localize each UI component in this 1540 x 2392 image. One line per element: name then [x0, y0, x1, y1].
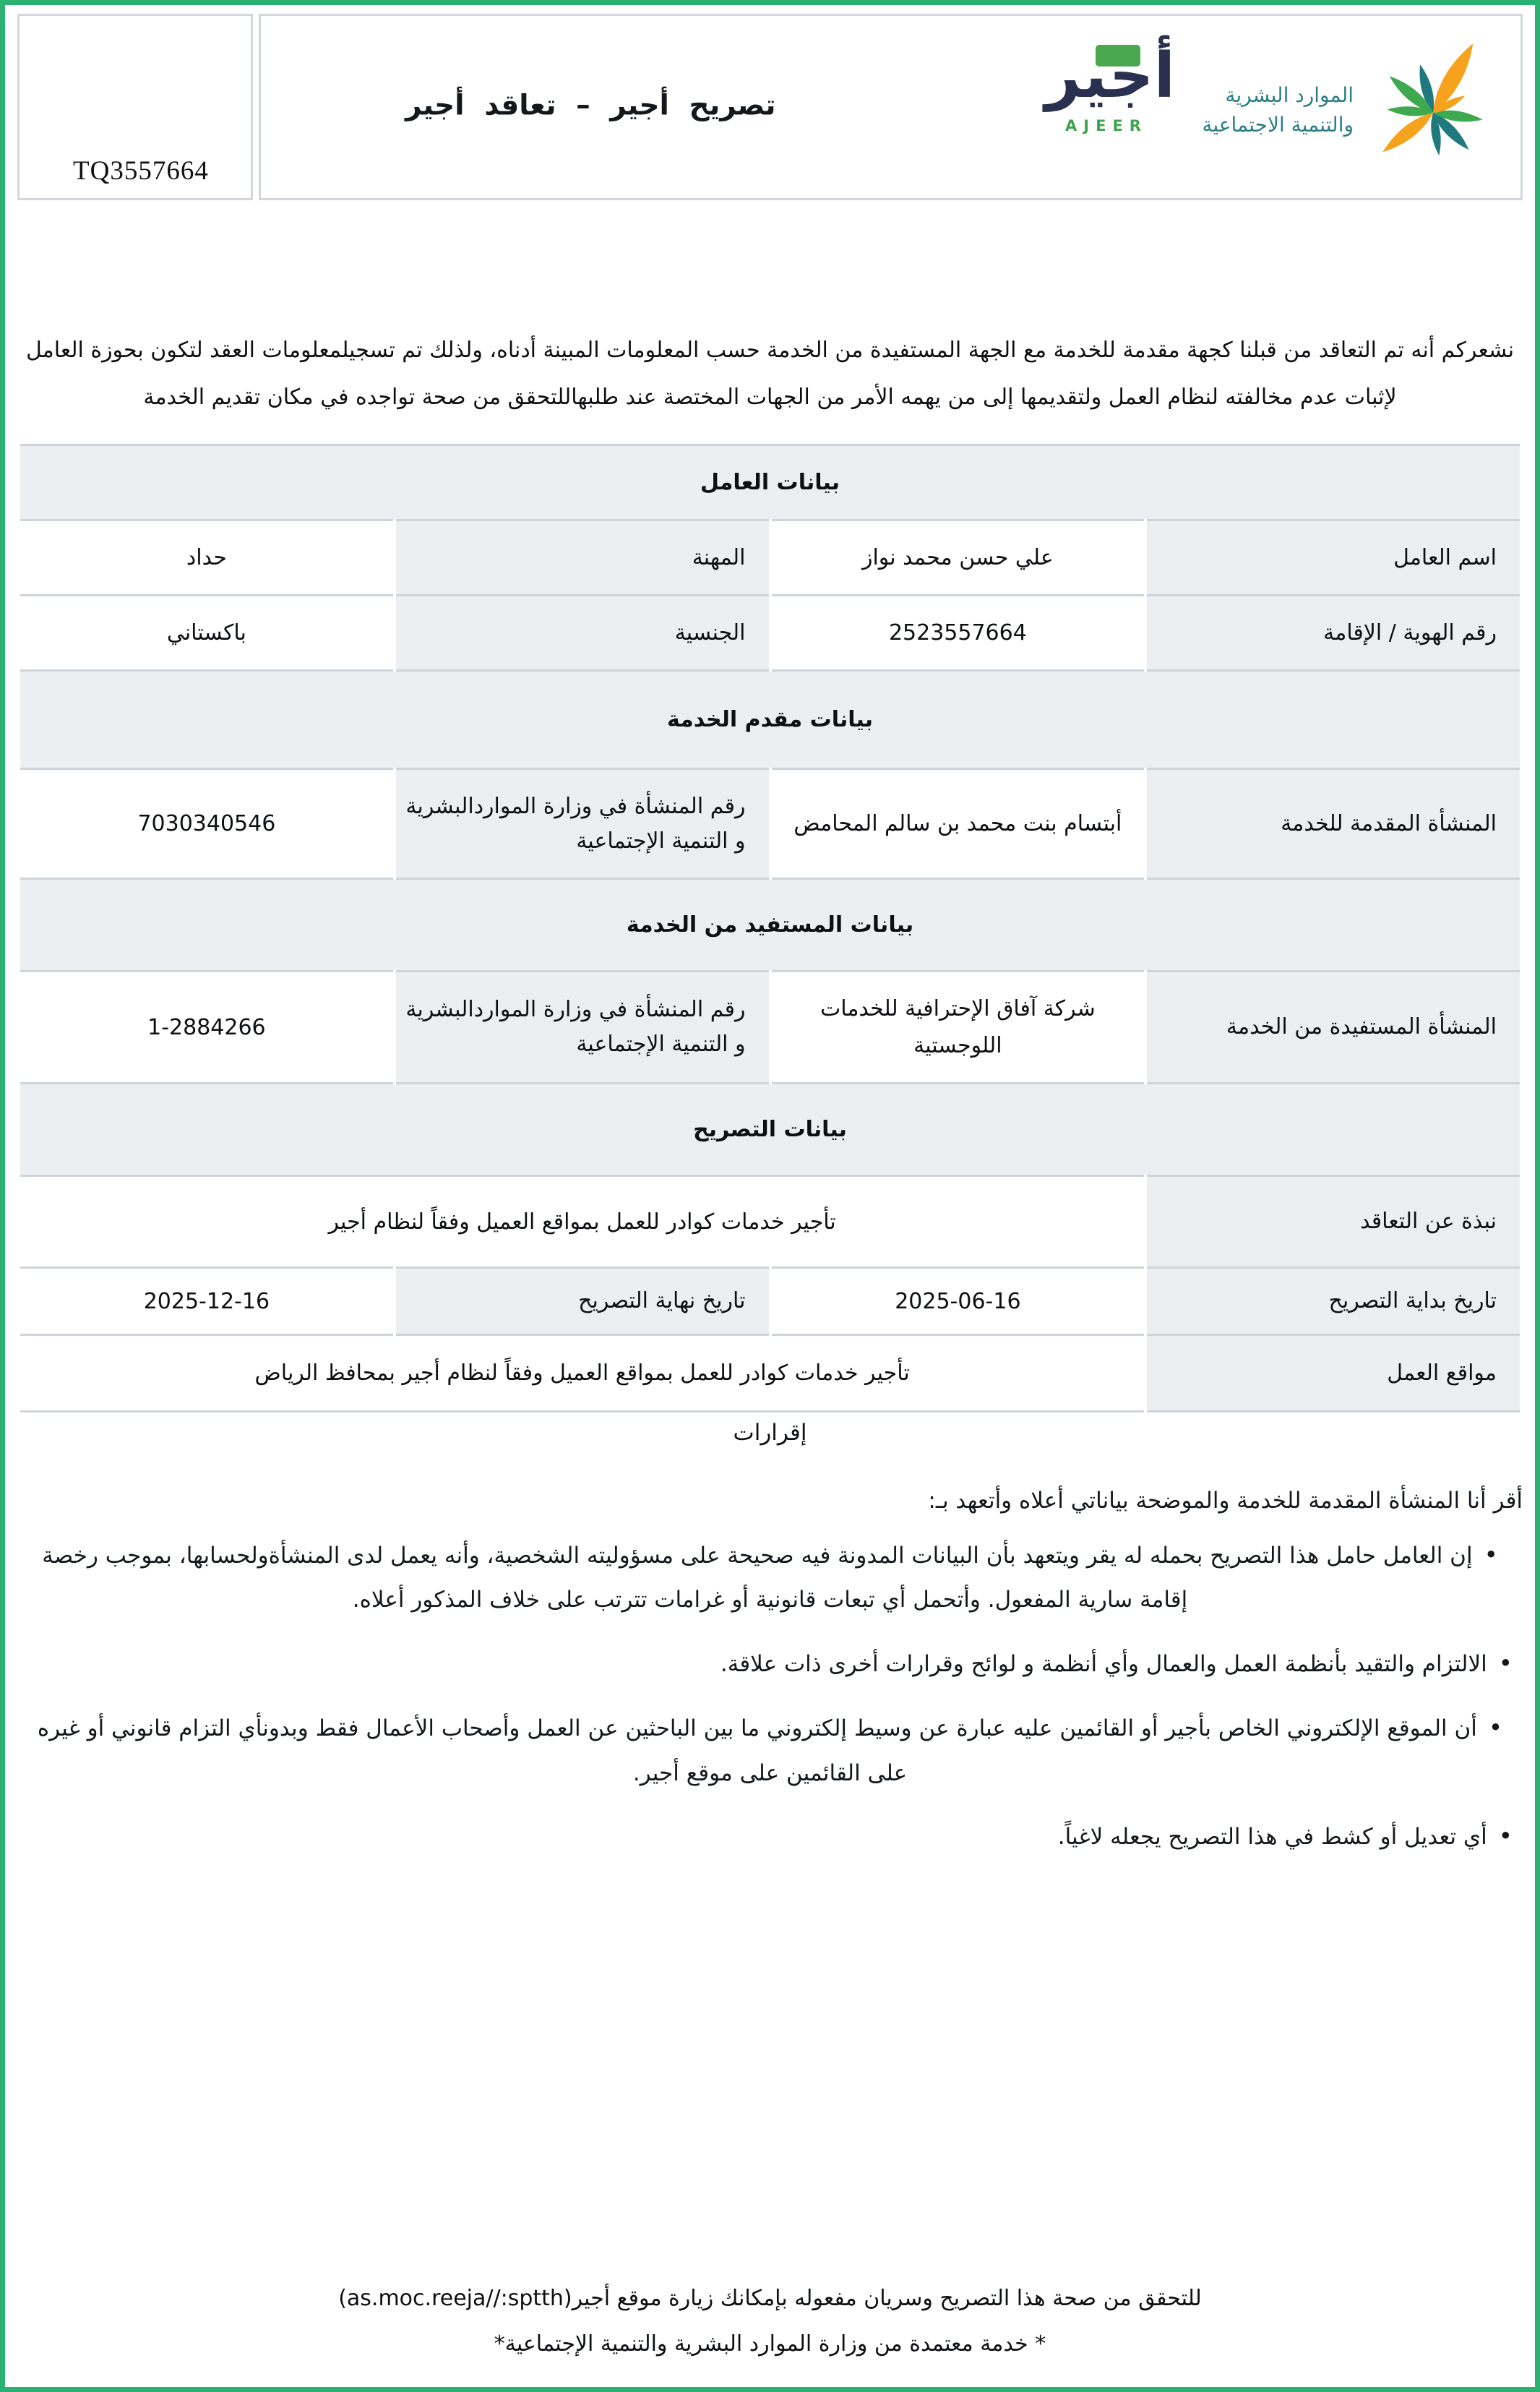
permit-data-table: [17, 444, 1523, 1413]
permit-end-date-value: 2025-12-16: [19, 1268, 395, 1335]
ajeer-logo-arabic: [1045, 38, 1175, 116]
ministry-name-line1: الموارد البشرية: [1225, 83, 1354, 107]
ministry-logo-text: [1202, 81, 1354, 140]
table-row: [19, 972, 1521, 1084]
footer: [5, 2286, 1535, 2357]
provider-establishment-value: أبتسام بنت محمد بن سالم المحامض: [770, 769, 1146, 879]
table-row: [19, 520, 1521, 596]
permit-start-date-value: 2025-06-16: [770, 1268, 1146, 1335]
work-locations-label: مواقع العمل: [1145, 1335, 1521, 1412]
title-box: [259, 14, 1523, 200]
profession-label: المهنة: [395, 520, 770, 596]
beneficiary-establishment-label: المنشأة المستفيدة من الخدمة: [1145, 972, 1521, 1084]
ministry-logo: [1202, 36, 1511, 181]
beneficiary-establishment-value: شركة آفاق الإحترافية للخدمات اللوجستية: [770, 972, 1146, 1084]
verification-note: [5, 2286, 1535, 2311]
table-row: [19, 1268, 1521, 1335]
ajeer-logo-latin: AJEER: [1065, 116, 1148, 134]
id-number-value: 2523557664: [770, 596, 1146, 671]
declaration-item: • الالتزام والتقيد بأنظمة العمل والعمال وأي أنظمة و لوائح وقرارات أخرى ذات علاقة.: [17, 1641, 1523, 1686]
worker-name-value: علي حسن محمد نواز: [770, 520, 1146, 596]
declaration-item: • أي تعديل أو كشط في هذا التصريح يجعله لاغياً.: [17, 1814, 1523, 1859]
intro-paragraph: نشعركم أنه تم التعاقد من قبلنا كجهة مقدمة للخدمة مع الجهة المستفيدة من الخدمة حسب المعلومات المبينة أدناه، ولذلك تم تسجيلمعلومات العقد لتكون بحوزة العامل لإثبات عدم مخالفته لنظام العمل ولتقديمها إلى من يهمه الأمر من الجهات المختصة عند طلبهاللتحقق من صحة تواجده في مكان تقديم الخدمة: [25, 338, 1515, 410]
profession-value: حداد: [19, 520, 395, 596]
section-header-worker: بيانات العامل: [19, 445, 1521, 520]
permit-end-date-label: تاريخ نهاية التصريح: [395, 1268, 770, 1335]
ajeer-logo: [1045, 38, 1176, 134]
verification-text: للتحقق من صحة هذا التصريح وسريان مفعوله بإمكانك زيارة موقع أجير: [572, 2286, 1202, 2311]
declaration-item: • إن العامل حامل هذا التصريح بحمله له يقر ويتعهد بأن البيانات المدونة فيه صحيحة على مسؤوليته الشخصية، وأنه يعمل لدى المنشأةولحسابها، بموجب رخصة إقامة سارية المفعول. وأتحمل أي تبعات قانونية أو غرامات تترتب على خلاف المذكور أعلاه.: [17, 1532, 1523, 1622]
page-title: تصريح أجير – تعاقد أجير: [405, 89, 776, 122]
declarations-intro: أقر أنا المنشأة المقدمة للخدمة والموضحة بياناتي أعلاه وأتعهد بـ:: [928, 1488, 1523, 1514]
verification-url: (as.moc.reeja//:sptth): [338, 2286, 572, 2311]
beneficiary-establishment-number-value: 1-2884266: [19, 972, 395, 1084]
contract-summary-value: تأجير خدمات كوادر للعمل بمواقع العميل وفقاً لنظام أجير: [19, 1176, 1145, 1268]
id-number-label: رقم الهوية / الإقامة: [1145, 596, 1521, 671]
table-row: [19, 1335, 1521, 1412]
ministry-palm-starburst-icon: [1382, 33, 1491, 184]
nationality-label: الجنسية: [395, 596, 770, 671]
worker-name-label: اسم العامل: [1145, 520, 1521, 596]
table-row: [19, 769, 1521, 879]
nationality-value: باكستاني: [19, 596, 395, 671]
accreditation-note: * خدمة معتمدة من وزارة الموارد البشرية والتنمية الإجتماعية*: [494, 2331, 1046, 2357]
table-row: [19, 1176, 1521, 1268]
declarations-list: [17, 1532, 1523, 1860]
declaration-item: • أن الموقع الإلكتروني الخاص بأجير أو القائمين عليه عبارة عن وسيط إلكتروني ما بين الباحثين عن العمل وأصحاب الأعمال فقط وبدونأي التزام قانوني أو غيره على القائمين على موقع أجير.: [17, 1705, 1523, 1795]
doc-number-box: [17, 14, 253, 200]
beneficiary-establishment-number-label: رقم المنشأة في وزارة المواردالبشرية و التنمية الإجتماعية: [395, 972, 770, 1084]
provider-establishment-number-value: 7030340546: [19, 769, 395, 879]
provider-establishment-label: المنشأة المقدمة للخدمة: [1145, 769, 1521, 879]
declarations-heading: إقرارات: [733, 1420, 807, 1446]
ajeer-arabic-text: أجير: [1045, 40, 1176, 112]
permit-start-date-label: تاريخ بداية التصريح: [1145, 1268, 1521, 1335]
header: [17, 14, 1523, 200]
section-header-beneficiary: بيانات المستفيد من الخدمة: [19, 879, 1521, 972]
section-header-provider: بيانات مقدم الخدمة: [19, 671, 1521, 769]
contract-summary-label: نبذة عن التعاقد: [1145, 1176, 1521, 1268]
work-locations-value: تأجير خدمات كوادر للعمل بمواقع العميل وفقاً لنظام أجير بمحافظ الرياض: [19, 1335, 1145, 1412]
ministry-name-line2: والتنمية الاجتماعية: [1202, 112, 1354, 137]
section-header-permit: بيانات التصريح: [19, 1084, 1521, 1176]
doc-number: TQ3557664: [73, 156, 209, 186]
table-row: [19, 596, 1521, 671]
provider-establishment-number-label: رقم المنشأة في وزارة المواردالبشرية و التنمية الإجتماعية: [395, 769, 770, 879]
